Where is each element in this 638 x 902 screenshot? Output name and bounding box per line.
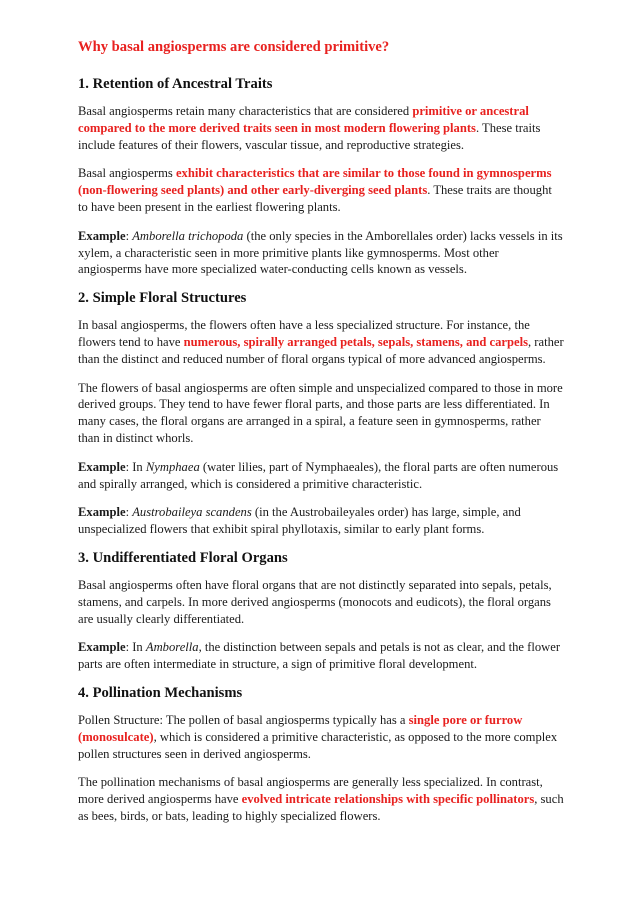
example-label: Example (78, 228, 126, 243)
section-heading-3: 3. Undifferentiated Floral Organs (78, 549, 288, 566)
text-run: (water lilies, part of Nymphaeales), the floral parts are often numerous and spirally arranged, which is considered a primitive characteristic. (78, 459, 559, 491)
document-page (78, 38, 564, 837)
text-run: : In (125, 459, 146, 474)
text-run: , rather than the distinct and reduced number of floral organs typical of more advanced angiosperms. (78, 334, 564, 366)
example-label: Example (78, 505, 126, 520)
example-label: Example (78, 459, 126, 474)
section-heading-4: 4. Pollination Mechanisms (78, 684, 243, 701)
example-label: Example (78, 640, 126, 655)
paragraph (78, 712, 564, 762)
text-run: (the only species in the Amborellales order) lacks vessels in its xylem, a characteristic seen in more primitive plants like gymnosperms. Most other angiosperms have more specialized water-conducting cells known as vessels. (78, 228, 563, 277)
paragraph: Basal angiosperms often have floral organs that are not distinctly separated into sepals, petals, stamens, and carpels. In more derived angiosperms (monocots and eudicots), the floral organs are usually clearly differentiated. (78, 577, 552, 626)
paragraph (78, 774, 564, 824)
text-run: Basal angiosperms retain many characteristics that are considered (78, 104, 413, 118)
text-run: . These traits are thought to have been present in the earliest flowering plants. (78, 183, 552, 214)
text-run: The pollination mechanisms of basal angiosperms are generally less specialized. In contrast, more derived angiosperms have (78, 775, 543, 807)
highlighted-text: numerous, spirally arranged petals, sepals, stamens, and carpels (183, 334, 528, 349)
example-paragraph (78, 459, 564, 493)
example-paragraph (78, 504, 564, 538)
text-run: In basal angiosperms, the flowers often have a less specialized structure. For instance, the flowers tend to have (78, 318, 530, 349)
section-heading-2: 2. Simple Floral Structures (78, 290, 247, 307)
paragraph (78, 165, 564, 215)
paragraph (78, 317, 564, 367)
paragraph: The flowers of basal angiosperms are often simple and unspecialized compared to those in more derived groups. They tend to have fewer floral parts, and those parts are less differentiated. In many cases, the floral organs are arranged in a spiral, a feature seen in gymnosperms, rather than in distinct whorls. (78, 380, 563, 445)
highlighted-text: primitive or ancestral compared to the more derived traits seen in most modern flowering plants (78, 104, 529, 135)
species-name: Amborella trichopoda (132, 228, 244, 243)
text-run: : (125, 228, 133, 243)
text-run: , the distinction between sepals and petals is not as clear, and the flower parts are often intermediate in structure, a sign of primitive floral development. (78, 640, 561, 672)
highlighted-text: evolved intricate relationships with specific pollinators (241, 792, 535, 807)
text-run: , such as bees, birds, or bats, leading to highly specialized flowers. (78, 792, 564, 823)
species-name: Austrobaileya scandens (132, 505, 252, 520)
example-paragraph (78, 639, 564, 673)
section-heading-1: 1. Retention of Ancestral Traits (78, 76, 273, 92)
document-title: Why basal angiosperms are considered primitive? (78, 39, 390, 55)
text-run: : In (125, 640, 146, 655)
text-run: , which is considered a primitive characteristic, as opposed to the more complex pollen structures seen in derived angiosperms. (78, 729, 558, 761)
text-run: Pollen Structure: The pollen of basal angiosperms typically has a (78, 712, 409, 727)
text-run: : (125, 505, 133, 520)
highlighted-text: single pore or furrow (monosulcate) (78, 712, 523, 744)
text-run: . These traits include features of their flowers, vascular tissue, and reproductive strategies. (78, 120, 541, 152)
highlighted-text: exhibit characteristics that are similar to those found in gymnosperms (non-flowering seed plants) and other early-diverging seed plants (78, 166, 552, 198)
paragraph (78, 103, 564, 153)
text-run: (in the Austrobaileyales order) has large, simple, and unspecialized flowers that exhibit spiral phyllotaxis, similar to early plant forms. (78, 505, 521, 537)
text-run: Basal angiosperms (78, 166, 176, 181)
example-paragraph (78, 228, 564, 278)
species-name: Nymphaea (145, 459, 200, 474)
species-name: Amborella (145, 640, 199, 655)
